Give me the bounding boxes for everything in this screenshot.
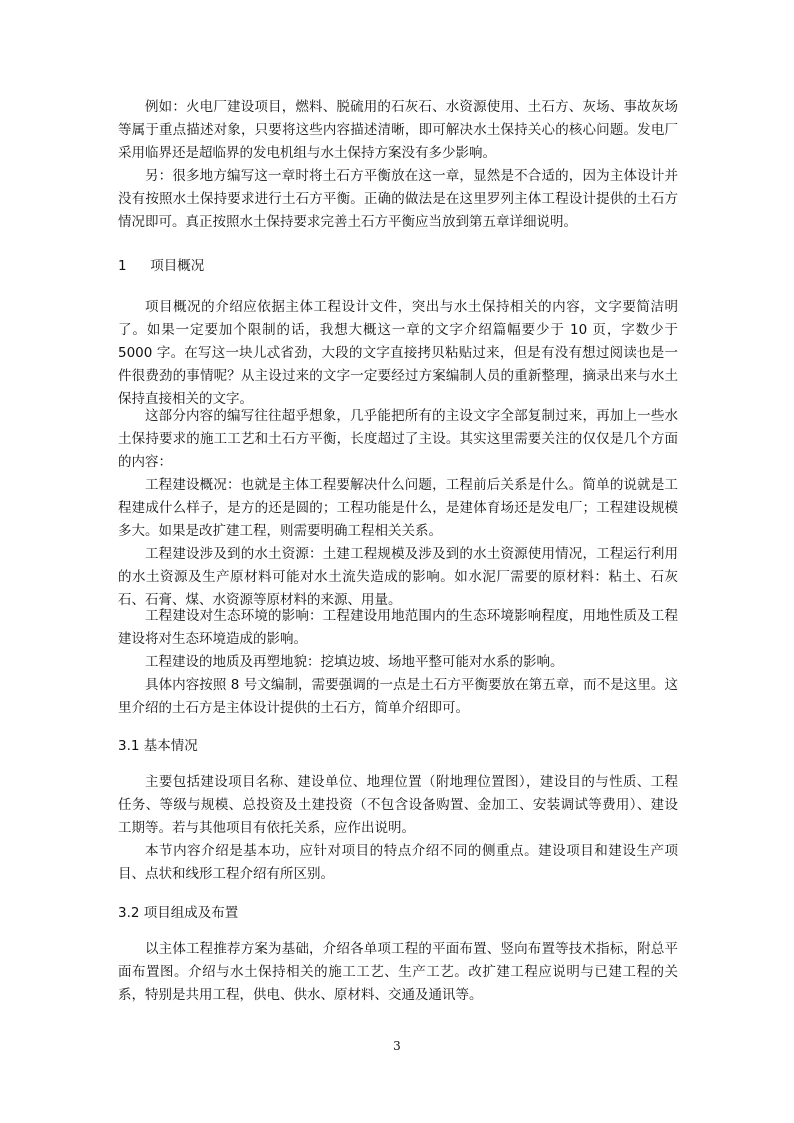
section1-paragraph: 具体内容按照 8 号文编制，需要强调的一点是土石方平衡要放在第五章，而不是这里。这里介绍的土石方是主体设计提供的土石方，简单介绍即可。 bbox=[118, 677, 678, 716]
section-title: 项目概况 bbox=[150, 258, 205, 274]
section-heading-1 bbox=[118, 256, 678, 276]
section31-paragraph: 主要包括建设项目名称、建设单位、地理位置（附地理位置图），建设目的与性质、工程任务、等级与规模、总投资及土建投资（不包含设备购置、金加工、安装调试等费用）、建设工期等。若与其他项目有依托关系，应作出说明。 bbox=[118, 774, 678, 836]
section1-paragraph: 工程建设对生态环境的影响：工程建设用地范围内的生态环境影响程度，用地性质及工程建设将对生态环境造成的影响。 bbox=[118, 608, 678, 647]
section32-paragraph: 以主体工程推荐方案为基础，介绍各单项工程的平面布置、竖向布置等技术指标，附总平面布置图。介绍与水土保持相关的施工工艺、生产工艺。改扩建工程应说明与已建工程的关系，特别是共用工程，供电、供水、原材料、交通及通讯等。 bbox=[118, 941, 678, 1003]
section31-paragraph: 本节内容介绍是基本功，应针对项目的特点介绍不同的侧重点。建设项目和建设生产项目、点状和线形工程介绍有所区别。 bbox=[118, 843, 678, 882]
section-heading-3-1 bbox=[118, 736, 678, 756]
intro-paragraph-example: 例如：火电厂建设项目，燃料、脱硫用的石灰石、水资源使用、土石方、灰场、事故灰场等属于重点描述对象，只要将这些内容描述清晰，即可解决水土保持关心的核心问题。发电厂采用临界还是超临界的发电机组与水土保持方案没有多少影响。 bbox=[118, 99, 678, 161]
section-title: 3.2 项目组成及布置 bbox=[118, 905, 239, 921]
section-heading-3-2 bbox=[118, 903, 678, 923]
section1-paragraph: 这部分内容的编写往往超乎想象，几乎能把所有的主设文字全部复制过来，再加上一些水土保持要求的施工工艺和土石方平衡，长度超过了主设。其实这里需要关注的仅仅是几个方面的内容： bbox=[118, 408, 678, 470]
intro-paragraph-note: 另：很多地方编写这一章时将土石方平衡放在这一章，显然是不合适的，因为主体设计并没有按照水土保持要求进行土石方平衡。正确的做法是在这里罗列主体工程设计提供的土石方情况即可。真正按照水土保持要求完善土石方平衡应当放到第五章详细说明。 bbox=[118, 168, 678, 230]
page-number: 3 bbox=[393, 1039, 401, 1053]
section-title: 3.1 基本情况 bbox=[118, 738, 198, 754]
section-number: 1 bbox=[118, 258, 127, 274]
section1-paragraph: 项目概况的介绍应依据主体工程设计文件，突出与水土保持相关的内容，文字要简洁明了。如果一定要加个限制的话，我想大概这一章的文字介绍篇幅要少于 10 页，字数少于 5000 字。在写这一块儿忒省劲，大段的文字直接拷贝粘贴过来，但是有没有想过阅读也是一件很费劲的事情呢？从主设过来的文字一定要经过方案编制人员的重新整理，摘录出来与水土保持直接相关的文字。 bbox=[118, 299, 678, 407]
section1-paragraph: 工程建设概况：也就是主体工程要解决什么问题，工程前后关系是什么。简单的说就是工程建成什么样子，是方的还是圆的；工程功能是什么，是建体育场还是发电厂；工程建设规模多大。如果是改扩建工程，则需要明确工程相关关系。 bbox=[118, 477, 678, 539]
section1-paragraph: 工程建设的地质及再塑地貌：挖填边坡、场地平整可能对水系的影响。 bbox=[145, 654, 564, 670]
section1-paragraph: 工程建设涉及到的水土资源：土建工程规模及涉及到的水土资源使用情况，工程运行利用的水土资源及生产原材料可能对水土流失造成的影响。如水泥厂需要的原材料：粘土、石灰石、石膏、煤、水资源等原材料的来源、用量。 bbox=[118, 546, 678, 608]
